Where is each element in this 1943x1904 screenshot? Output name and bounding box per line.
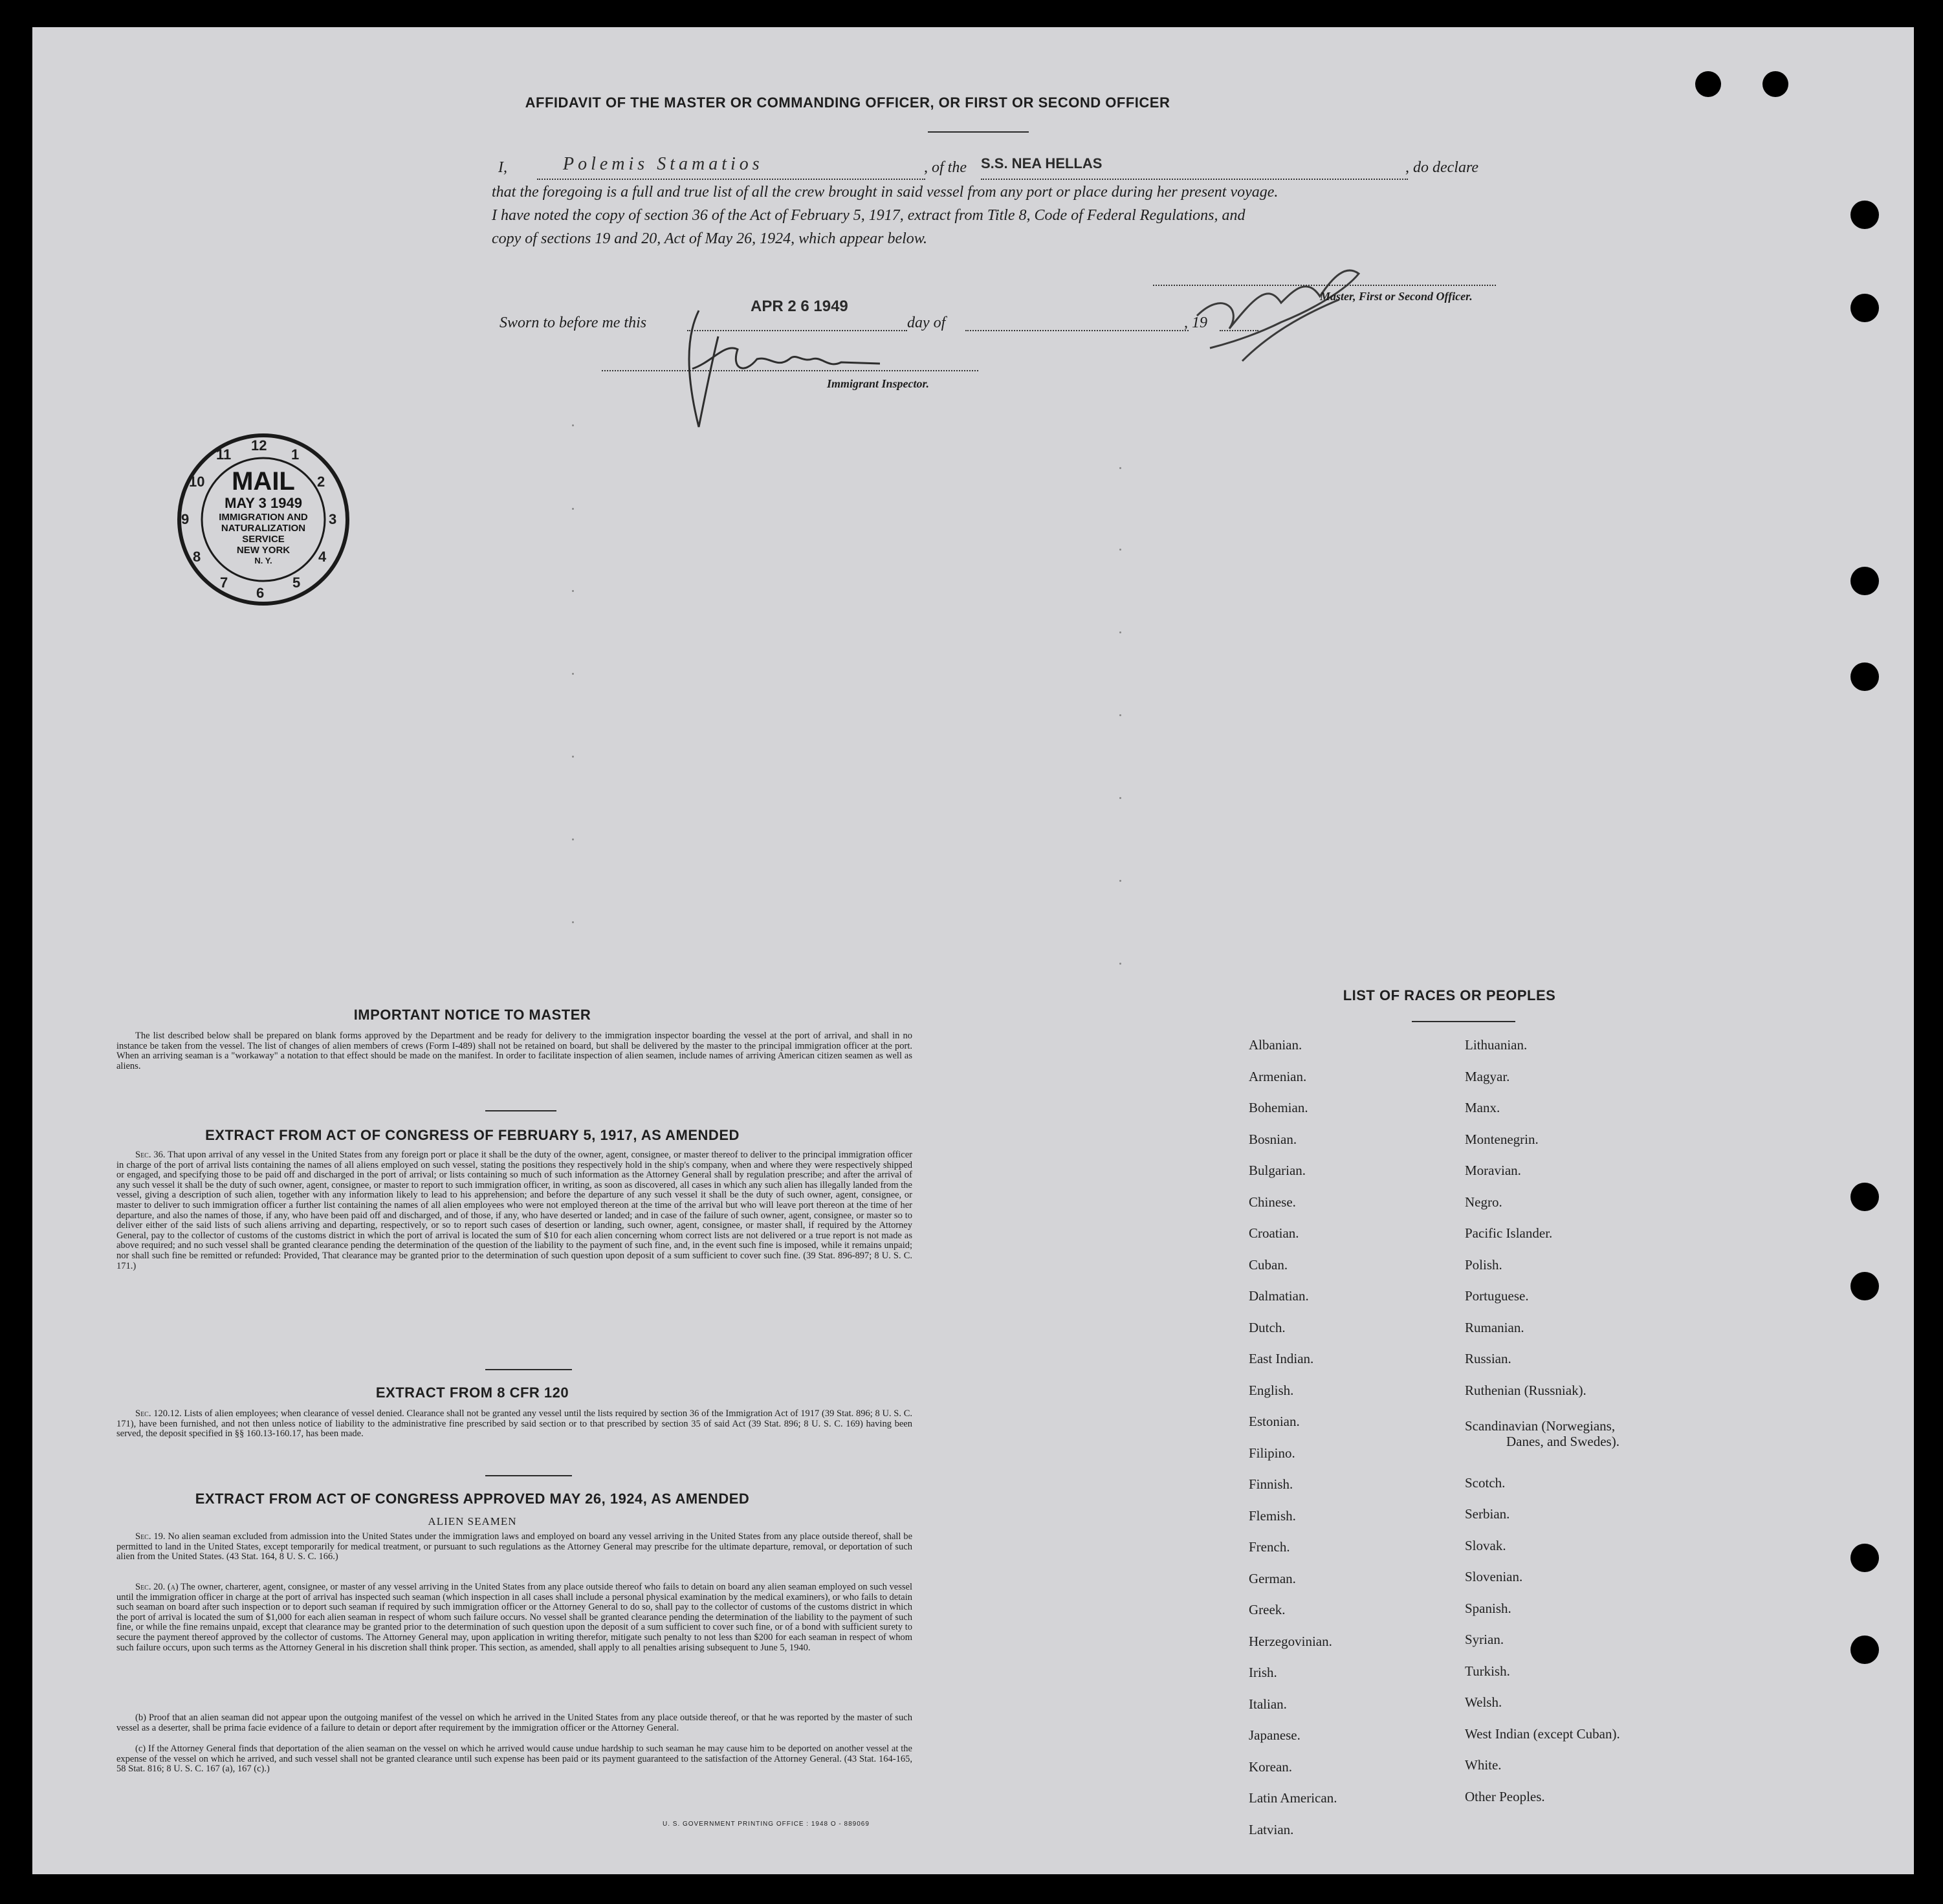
- race-item: Armenian.: [1249, 1068, 1307, 1084]
- extract-1924-subtitle: ALIEN SEAMEN: [428, 1515, 517, 1527]
- race-item: Pacific Islander.: [1465, 1225, 1553, 1241]
- race-item: Slovenian.: [1465, 1569, 1523, 1584]
- title-underline: [928, 131, 1029, 133]
- race-item: Scotch.: [1465, 1474, 1506, 1491]
- punch-hole: [1850, 567, 1879, 595]
- mail-stamp: [176, 432, 351, 607]
- race-item: English.: [1249, 1382, 1294, 1398]
- extract-cfr-title: EXTRACT FROM 8 CFR 120: [375, 1384, 569, 1401]
- punch-hole: [1762, 71, 1788, 97]
- punch-hole: [1850, 662, 1879, 691]
- race-item: Italian.: [1249, 1696, 1287, 1712]
- stamp-ring-numbers: 12 1 2 3 4 5 6 7 8 9 10 11: [181, 437, 337, 601]
- race-item: French.: [1249, 1539, 1290, 1555]
- punch-hole: [1850, 294, 1879, 322]
- race-item: Manx.: [1465, 1100, 1500, 1115]
- race-item: Latin American.: [1249, 1790, 1337, 1806]
- inspector-caption: Immigrant Inspector.: [827, 377, 930, 390]
- race-item: Moravian.: [1465, 1163, 1521, 1178]
- race-item: Lithuanian.: [1465, 1037, 1528, 1053]
- race-item: Polish.: [1465, 1256, 1502, 1273]
- race-item: East Indian.: [1249, 1351, 1314, 1366]
- race-item: Bosnian.: [1249, 1131, 1297, 1147]
- race-item: Bulgarian.: [1249, 1163, 1306, 1178]
- race-item: Ruthenian (Russniak).: [1465, 1382, 1586, 1398]
- of-the-label: , of the: [924, 159, 967, 176]
- extract-cfr-body: Sec. 120.12. Lists of alien employees; when clearance of vessel denied. Clearance shall not be granted any vessel until the lists required by section 36 of the Immigration Act of 1917 (39 Stat. 896; 8 U. S. C. 171), have been furnished, and not then unless notice of liability to the administrative fine prescribed by said section or to that prescribed by section 35 of said Act (39 Stat. 896; 8 U. S. C. 169) having been served, the deposit specified in §§ 160.13-160.17, has been made.: [116, 1408, 912, 1439]
- race-item: Portuguese.: [1465, 1288, 1529, 1304]
- vessel-name: S.S. NEA HELLAS: [981, 155, 1103, 171]
- race-item: Greek.: [1249, 1602, 1286, 1617]
- punch-hole: [1850, 1272, 1879, 1300]
- races-right-column: [1465, 1037, 1620, 1820]
- punch-hole: [1850, 201, 1879, 229]
- race-item: Filipino.: [1249, 1445, 1295, 1461]
- race-item: Slovak.: [1465, 1537, 1506, 1553]
- punch-hole: [1850, 1636, 1879, 1664]
- race-item: Rumanian.: [1465, 1319, 1524, 1335]
- race-item: Korean.: [1249, 1758, 1293, 1775]
- race-item: Syrian.: [1465, 1632, 1504, 1647]
- race-item: Dutch.: [1249, 1319, 1286, 1335]
- race-item: Danes, and Swedes).: [1506, 1433, 1619, 1449]
- race-item: Dalmatian.: [1249, 1288, 1309, 1304]
- sworn-date-stamp: APR 2 6 1949: [751, 298, 848, 315]
- stamp-title: MAIL: [232, 467, 295, 496]
- sec-19-body: Sec. 19. No alien seaman excluded from admission into the United States under the immigration laws and employed on board any vessel arriving in the United States from any place outside thereof, shall be permitted to land in the United States, except temporarily for medical treatment, or pursuant to such regulations as the Attorney General may prescribe for the ultimate departure, removal, or deportation of such alien from the United States. (43 Stat. 164, 8 U. S. C. 166.): [116, 1531, 913, 1562]
- notice-body: The list described below shall be prepared on blank forms approved by the Department and be ready for delivery to the immigration inspector boarding the vessel at the port of arrival, and shall in no instance be taken from the vessel. The list of changes of alien members of crews (Form I-489) shall not be retained on board, but shall be delivered by the master to the principal immigration officer at the port. When an arriving seaman is a "workaway" a notation to that effect should be made on the manifest. In order to facilitate inspection of alien seamen, include names of arriving American citizen seamen as well as aliens.: [116, 1031, 912, 1071]
- officer-name-handwritten: Polemis Stamatios: [563, 154, 763, 174]
- race-item: German.: [1249, 1570, 1296, 1586]
- stamp-date: MAY 3 1949: [225, 495, 302, 511]
- day-of-label: day of: [907, 314, 946, 331]
- printing-office-footer: U. S. GOVERNMENT PRINTING OFFICE : 1948 O - 889069: [663, 1821, 870, 1828]
- race-item: Herzegovinian.: [1249, 1633, 1332, 1649]
- race-item: Croatian.: [1249, 1225, 1299, 1241]
- punch-hole: [1850, 1544, 1879, 1572]
- race-item: Bohemian.: [1249, 1100, 1308, 1115]
- race-item: Chinese.: [1249, 1194, 1296, 1210]
- race-item: Cuban.: [1249, 1256, 1288, 1273]
- inspector-signature: [660, 298, 893, 440]
- year-label: , 19: [1184, 314, 1207, 331]
- race-item: West Indian (except Cuban).: [1465, 1725, 1620, 1742]
- sec-20a-body: Sec. 20. (a) The owner, charterer, agent, consignee, or master of any vessel arriving in the United States from any place outside thereof who fails to detain on board any alien seaman employed on such vessel until the immigration officer in charge at the port of arrival has inspected such seaman (which inspection in all cases shall include a personal physical examination by the medical examiners), or who fails to detain such seaman on board after such inspection or to deport such seaman if required by such immigration officer or the Attorney General to do so, shall pay to the collector of customs of the customs district in which the port of arrival is located the sum of $1,000 for each alien seaman in respect of whom such failure occurs. No vessel shall be granted clearance pending the determination of the liability to the payment of such fine, or while the fine remains unpaid, except that clearance may be granted prior to the determination of such question upon the deposit of a sum sufficient to cover such fine, or of a bond with sufficient surety to secure the payment thereof approved by the collector of customs. The Attorney General may, upon application in writing therefor, mitigate such penalty to not less than $200 for each seaman in respect of whom such failure occurs, upon such terms as the Attorney General in his discretion shall think proper. This section, as amended, shall apply to all penalties arising subsequent to June 5, 1940.: [116, 1582, 912, 1653]
- race-item: Magyar.: [1465, 1068, 1510, 1084]
- race-item: Welsh.: [1465, 1694, 1502, 1710]
- do-declare: , do declare: [1405, 159, 1479, 176]
- race-item: Negro.: [1465, 1194, 1502, 1210]
- race-item: Other Peoples.: [1465, 1788, 1545, 1804]
- extract-1917-title: EXTRACT FROM ACT OF CONGRESS OF FEBRUARY 5, 1917, AS AMENDED: [205, 1127, 740, 1143]
- races-left-column: [1249, 1037, 1337, 1853]
- race-item: Japanese.: [1249, 1727, 1301, 1743]
- master-caption: Master, First or Second Officer.: [1320, 290, 1473, 303]
- extract-1917-body: Sec. 36. That upon arrival of any vessel in the United States from any foreign port or place it shall be the duty of the owner, agent, consignee, or master thereof to deliver to the principal immigration officer in charge of the port of arrival lists containing the names of all aliens employed on such vessel, stating the positions they respectively hold in the ship's company, when and where they were respectively shipped or engaged, and specifying those to be paid off and discharged in the port of arrival; or lists containing so much of such information as the Attorney General shall by regulation prescribe; and after the arrival of any such vessel it shall be the duty of such owner, agent, consignee, or master to report to such immigration officer, in writing, as soon as discovered, all cases in which any such alien has illegally landed from the vessel, giving a description of such alien, together with any information likely to lead to his apprehension; and before the departure of any such vessel it shall be the duty of such owner, agent, consignee, or master to deliver to such immigration officer a further list containing the names of all alien employees who were not employed thereon at the time of the arrival but who will leave port thereon at the time of her departure, and also the names of those, if any, who have been paid off and discharged, and of those, if any, who have deserted or landed; and in case of the failure of such owner, agent, consignee, or master so to deliver either of the said lists of such aliens arriving and departing, respectively, or so to report such cases of desertion or landing, such owner, agent, consignee, or master shall, if required by the Attorney General, pay to the collector of customs of the customs district in which the port of arrival is located the sum of $10 for each alien concerning whom correct lists are not delivered or a true report is not made as above required; and no such vessel shall be granted clearance pending the determination of the question of the liability to the payment of such fine, and, in the event such fine is imposed, while it remains unpaid; nor shall such fine be remitted or refunded: Provided, That clearance may be granted prior to the determination of such question upon deposit of a sum sufficient to cover such fine. (39 Stat. 896-897; 8 U. S. C. 171.): [116, 1150, 913, 1271]
- race-item: Latvian.: [1249, 1821, 1294, 1837]
- sec-20b-body: (b) Proof that an alien seaman did not appear upon the outgoing manifest of the vessel on which he arrived in the United States from any place outside thereof, or that he was reported by the master of such vessel as a deserter, shall be prima facie evidence of a failure to detain or deport after requirement by the immigration officer or the Attorney General.: [116, 1713, 912, 1733]
- race-item: Montenegrin.: [1465, 1131, 1539, 1147]
- race-item: Turkish.: [1465, 1663, 1510, 1679]
- punch-hole: [1695, 71, 1721, 97]
- affidavit-line-3: I have noted the copy of section 36 of the Act of February 5, 1917, extract from Title 8, Code of Federal Regulations, and: [492, 207, 1246, 224]
- notice-title: IMPORTANT NOTICE TO MASTER: [353, 1007, 591, 1023]
- race-item: Spanish.: [1465, 1600, 1511, 1616]
- race-item: Scandinavian (Norwegians,: [1465, 1417, 1616, 1434]
- sec-20c-body: (c) If the Attorney General finds that deportation of the alien seaman on the vessel on which he arrived would cause undue hardship to such seaman he may cause him to be deported on another vessel at the expense of the vessel on which he arrived, and such vessel shall not be granted clearance until such expense has been paid or its payment guaranteed to the satisfaction of the Attorney General. (43 Stat. 164-165, 58 Stat. 816; 8 U. S. C. 167 (a), 167 (c).): [116, 1744, 912, 1775]
- affidavit-title: AFFIDAVIT OF THE MASTER OR COMMANDING OFFICER, OR FIRST OR SECOND OFFICER: [525, 94, 1170, 111]
- race-item: Finnish.: [1249, 1476, 1293, 1492]
- affidavit-line-2: that the foregoing is a full and true list of all the crew brought in said vessel from any port or place during her present voyage.: [492, 184, 1279, 201]
- i-label: I,: [498, 159, 507, 176]
- stamp-center: MAIL MAY 3 1949 IMMIGRATION AND NATURALIZATION SERVICE NEW YORK N. Y.: [205, 468, 322, 565]
- races-title: LIST OF RACES OR PEOPLES: [1343, 987, 1556, 1003]
- extract-1924-title: EXTRACT FROM ACT OF CONGRESS APPROVED MAY 26, 1924, AS AMENDED: [195, 1491, 750, 1507]
- sworn-label: Sworn to before me this: [499, 314, 647, 331]
- race-item: Albanian.: [1249, 1037, 1302, 1053]
- race-item: Irish.: [1249, 1665, 1277, 1680]
- race-item: Serbian.: [1465, 1506, 1510, 1522]
- race-item: Russian.: [1465, 1351, 1511, 1366]
- affidavit-line-4: copy of sections 19 and 20, Act of May 26, 1924, which appear below.: [492, 230, 928, 247]
- race-item: White.: [1465, 1757, 1502, 1773]
- race-item: Flemish.: [1249, 1507, 1296, 1524]
- race-item: Estonian.: [1249, 1414, 1300, 1429]
- punch-hole: [1850, 1183, 1879, 1211]
